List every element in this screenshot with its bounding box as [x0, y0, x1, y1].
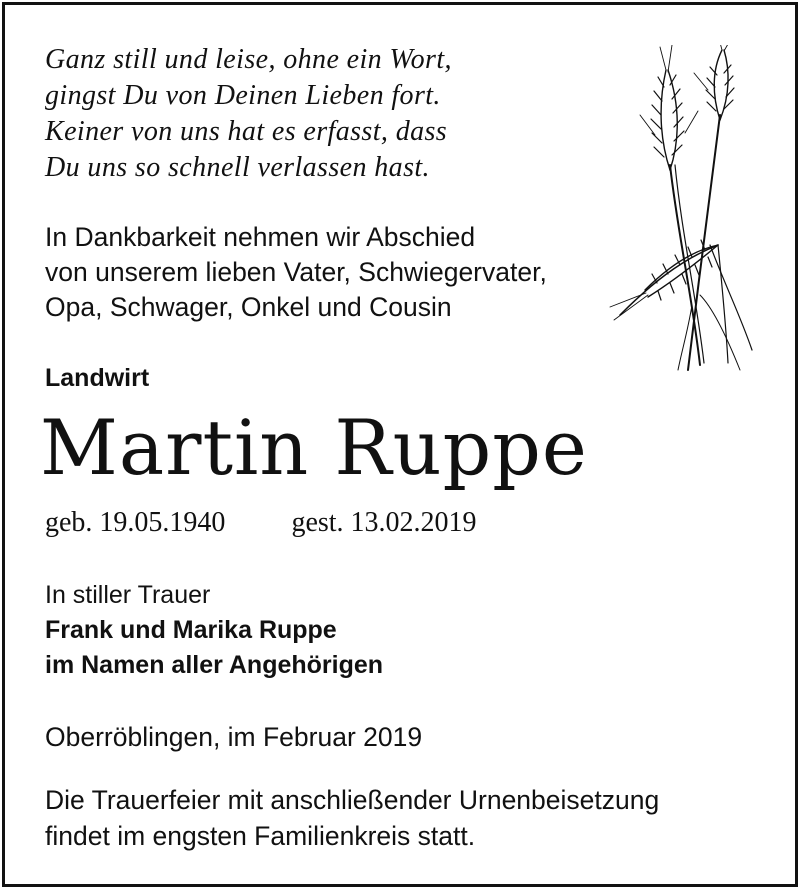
life-dates: [45, 506, 477, 540]
mourners-block: [45, 578, 383, 683]
poem-line: Ganz still und leise, ohne ein Wort,: [45, 44, 452, 75]
ceremony-line: findet im engsten Familienkreis statt.: [45, 821, 476, 851]
mourning-intro: In stiller Trauer: [45, 581, 211, 609]
farewell-intro: [45, 220, 547, 325]
place-and-date: Oberröblingen, im Februar 2019: [45, 722, 423, 752]
mourner-names: Frank und Marika Ruppe: [45, 616, 337, 644]
death-date: gest. 13.02.2019: [291, 507, 477, 538]
intro-line: von unserem lieben Vater, Schwiegervater,: [45, 257, 547, 287]
wheat-ears-icon: [600, 45, 760, 375]
mourner-family: im Namen aller Angehörigen: [45, 651, 384, 679]
ceremony-line: Die Trauerfeier mit anschließender Urnenbeisetzung: [45, 785, 660, 815]
poem-line: Keiner von uns hat es erfasst, dass: [45, 116, 448, 147]
intro-line: In Dankbarkeit nehmen wir Abschied: [45, 222, 476, 252]
deceased-name: Martin Ruppe: [40, 403, 588, 492]
deceased-occupation: Landwirt: [45, 364, 150, 392]
poem-line: Du uns so schnell verlassen hast.: [45, 152, 430, 183]
intro-line: Opa, Schwager, Onkel und Cousin: [45, 292, 452, 322]
poem-line: gingst Du von Deinen Lieben fort.: [45, 80, 441, 111]
memorial-poem: [45, 42, 452, 186]
ceremony-notice: [45, 782, 659, 854]
birth-date: geb. 19.05.1940: [45, 507, 226, 538]
